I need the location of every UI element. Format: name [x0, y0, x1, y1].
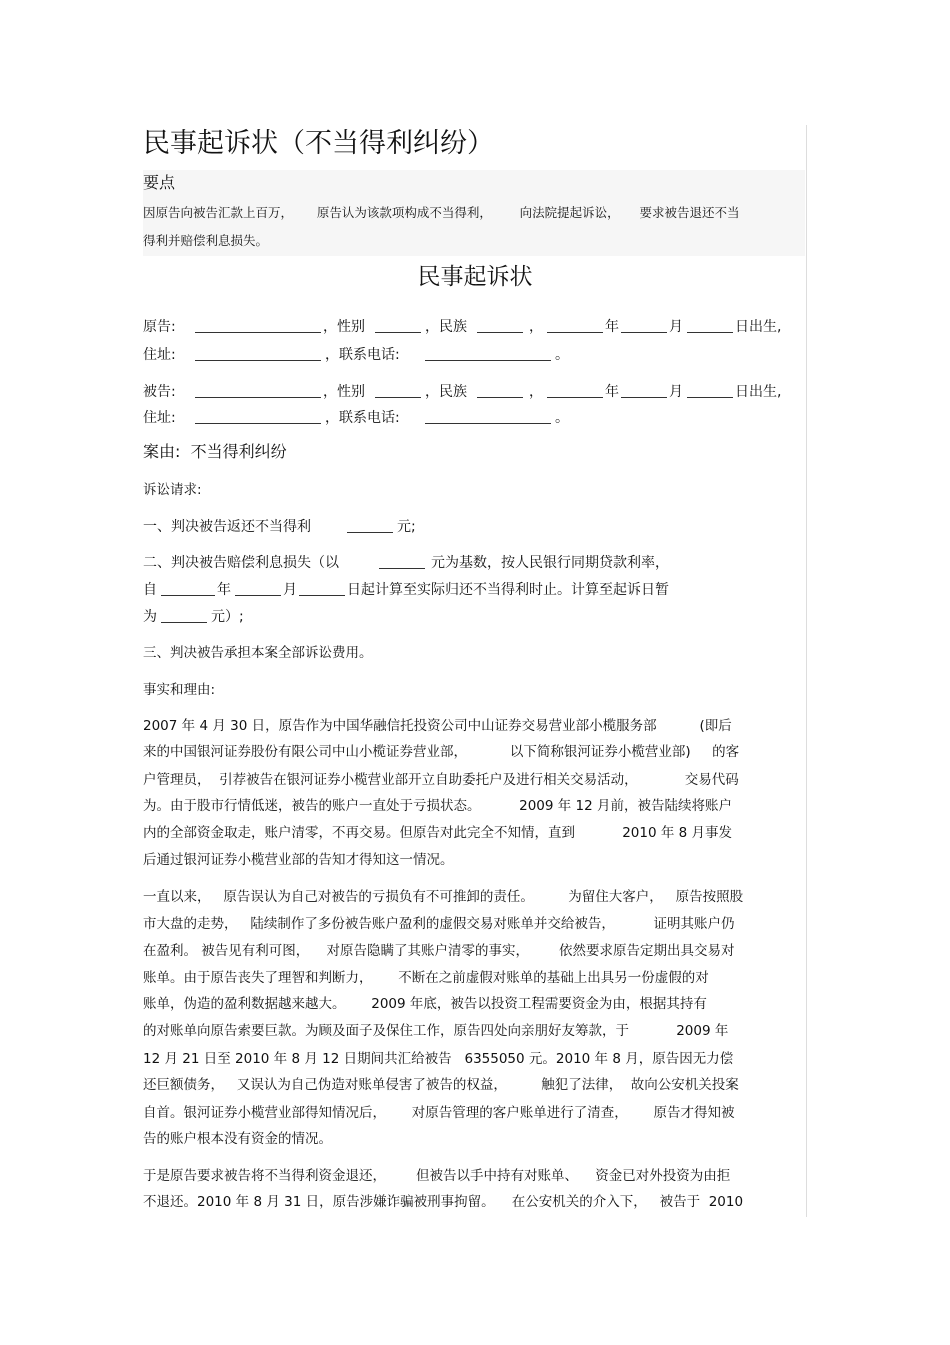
claim-text: 元; — [397, 519, 416, 535]
document-title: 民事起诉状（不当得利纠纷） — [143, 128, 494, 159]
label: 。 — [555, 347, 569, 363]
paragraph-line: 在盈利。 被告见有利可图， 对原告隐瞒了其账户清零的事实， 依然要求原告定期出具交易对 — [143, 943, 735, 959]
claim-3: 三、判决被告承担本案全部诉讼费用。 — [143, 645, 373, 661]
paragraph-line: 来的中国银河证券股份有限公司中山小榄证券营业部， 以下简称银河证券小榄营业部) 的客 — [143, 744, 740, 760]
claim-text: 元）; — [211, 609, 244, 625]
paragraph-line: 还巨额债务， 又误认为自己伪造对账单侵害了被告的权益， 触犯了法律， 故向公安机关投案 — [143, 1077, 739, 1093]
name-blank[interactable] — [195, 318, 321, 333]
label: ，性别 — [323, 319, 365, 335]
year-blank[interactable] — [161, 581, 215, 596]
paragraph-line: 12 月 21 日至 2010 年 8 月 12 日期间共汇给被告 6355050 元。2010 年 8 月，原告因无力偿 — [143, 1051, 734, 1067]
amount-blank[interactable] — [161, 608, 207, 623]
paragraph-line: 一直以来， 原告误认为自己对被告的亏损负有不可推卸的责任。 为留住大客户， 原告按照股 — [143, 889, 744, 905]
claim-text: 自 — [143, 582, 157, 598]
gender-blank[interactable] — [375, 383, 421, 398]
address-blank[interactable] — [195, 409, 321, 424]
paragraph-line: 的对账单向原告索要巨款。为顾及面子及保住工作，原告四处向亲朋好友筹款，于 2009 年 — [143, 1023, 729, 1039]
claim-text: 为 — [143, 609, 157, 625]
label: ，民族 — [425, 384, 467, 400]
day-blank[interactable] — [687, 318, 733, 333]
year-blank[interactable] — [547, 318, 603, 333]
month-blank[interactable] — [235, 581, 281, 596]
claims-heading: 诉讼请求: — [143, 482, 202, 498]
label: 被告: — [143, 384, 176, 400]
paragraph-line: 为。由于股市行情低迷，被告的账户一直处于亏损状态。 2009 年 12 月前，被告陆续将账户 — [143, 798, 733, 814]
doc-heading: 民事起诉状 — [417, 264, 533, 290]
paragraph-line: 账单，伪造的盈利数据越来越大。 2009 年底，被告以投资工程需要资金为由，根据其持有 — [143, 996, 707, 1012]
label: ， — [529, 384, 543, 400]
paragraph-line: 不退还。2010 年 8 月 31 日，原告涉嫌诈骗被刑事拘留。 在公安机关的介入下， 被告于 2010 — [143, 1194, 744, 1210]
label: ， — [529, 319, 543, 335]
facts-heading: 事实和理由: — [143, 682, 216, 698]
phone-blank[interactable] — [425, 346, 551, 361]
label: ，民族 — [425, 319, 467, 335]
paragraph-line: 告的账户根本没有资金的情况。 — [143, 1131, 332, 1147]
ethnicity-blank[interactable] — [477, 318, 523, 333]
paragraph-line: 于是原告要求被告将不当得利资金退还， 但被告以手中持有对账单、 资金已对外投资为由拒 — [143, 1168, 731, 1184]
day-blank[interactable] — [687, 383, 733, 398]
gender-blank[interactable] — [375, 318, 421, 333]
label: ，联系电话: — [325, 347, 400, 363]
label: ，性别 — [323, 384, 365, 400]
label: 日出生, — [735, 384, 782, 400]
month-blank[interactable] — [621, 383, 667, 398]
paragraph-line: 市大盘的走势， 陆续制作了多份被告账户盈利的虚假交易对账单并交给被告， 证明其账户仍 — [143, 916, 735, 932]
label: 住址: — [143, 347, 176, 363]
day-blank[interactable] — [299, 581, 345, 596]
claim-text: 月 — [283, 582, 297, 598]
amount-blank[interactable] — [379, 554, 425, 569]
month-blank[interactable] — [621, 318, 667, 333]
label: 月 — [669, 319, 683, 335]
label: 住址: — [143, 410, 176, 426]
phone-blank[interactable] — [425, 409, 551, 424]
name-blank[interactable] — [195, 383, 321, 398]
summary-line: 因原告向被告汇款上百万， 原告认为该款项构成不当得利， 向法院提起诉讼， 要求被告退还不当 — [143, 205, 740, 220]
claim-text: 年 — [217, 582, 231, 598]
paragraph-line: 户管理员， 引荐被告在银河证券小榄营业部开立自助委托户及进行相关交易活动， 交易代码 — [143, 772, 739, 788]
amount-blank[interactable] — [347, 518, 393, 533]
claim-text: 一、判决被告返还不当得利 — [143, 519, 311, 535]
claim-text: 元为基数，按人民银行同期贷款利率， — [431, 555, 669, 571]
cause-of-action: 案由: 不当得利纠纷 — [143, 442, 287, 461]
label: 月 — [669, 384, 683, 400]
label: 。 — [555, 410, 569, 426]
label: ，联系电话: — [325, 410, 400, 426]
address-blank[interactable] — [195, 346, 321, 361]
paragraph-line: 内的全部资金取走，账户清零，不再交易。但原告对此完全不知情，直到 2010 年 8 月事发 — [143, 825, 733, 841]
summary-heading: 要点 — [143, 173, 176, 192]
year-blank[interactable] — [547, 383, 603, 398]
label: 年 — [605, 319, 619, 335]
label: 原告: — [143, 319, 176, 335]
paragraph-line: 自首。银河证券小榄营业部得知情况后， 对原告管理的客户账单进行了清查， 原告才得知被 — [143, 1105, 735, 1121]
claim-text: 日起计算至实际归还不当得利时止。计算至起诉日暂 — [347, 582, 669, 598]
ethnicity-blank[interactable] — [477, 383, 523, 398]
summary-line: 得利并赔偿利息损失。 — [143, 233, 269, 248]
claim-text: 二、判决被告赔偿利息损失（以 — [143, 555, 339, 571]
label: 日出生, — [735, 319, 782, 335]
paragraph-line: 后通过银河证券小榄营业部的告知才得知这一情况。 — [143, 852, 454, 868]
label: 年 — [605, 384, 619, 400]
paragraph-line: 2007 年 4 月 30 日，原告作为中国华融信托投资公司中山证券交易营业部小榄服务部 (即后 — [143, 718, 732, 734]
paragraph-line: 账单。由于原告丧失了理智和判断力， 不断在之前虚假对账单的基础上出具另一份虚假的对 — [143, 970, 709, 986]
